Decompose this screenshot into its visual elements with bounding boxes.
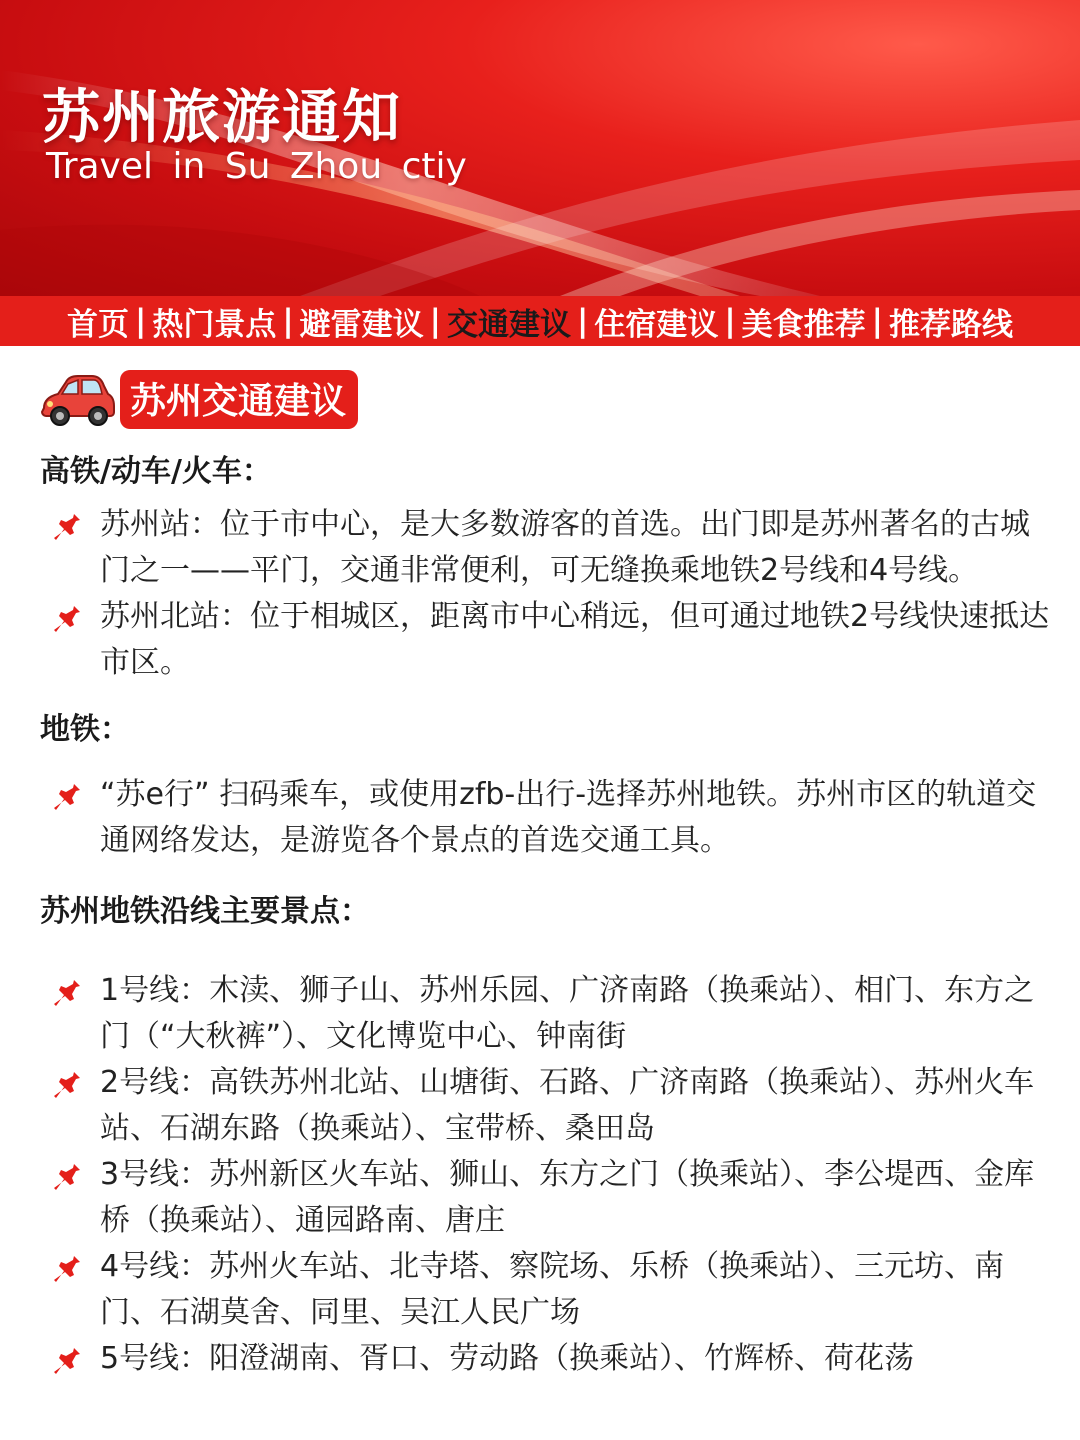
list-item	[40, 1244, 1050, 1336]
pushpin-icon	[52, 508, 82, 542]
nav-item-attractions[interactable]: 热门景点	[152, 306, 277, 343]
list-item	[40, 1336, 1050, 1382]
list-item	[40, 772, 1050, 864]
list-item-text: 3号线：苏州新区火车站、狮山、东方之门（换乘站）、李公堤西、金库桥（换乘站）、通园路南、唐庄	[100, 1157, 1035, 1238]
section-header	[38, 370, 358, 429]
page-title: 苏州旅游通知	[42, 83, 403, 151]
nav-item-home[interactable]: 首页	[67, 306, 130, 343]
list-item	[40, 1060, 1050, 1152]
top-nav	[0, 296, 1080, 346]
list-item	[40, 594, 1050, 686]
car-icon	[38, 372, 116, 428]
content-body	[40, 446, 1050, 1382]
pushpin-icon	[52, 1158, 82, 1192]
metro-lines-list	[40, 968, 1050, 1382]
section-title: 苏州交通建议	[120, 370, 358, 429]
list-item	[40, 1152, 1050, 1244]
list-item-text: 5号线：阳澄湖南、胥口、劳动路（换乘站）、竹辉桥、荷花荡	[100, 1341, 915, 1376]
page-subtitle: Travel in Su Zhou ctiy	[46, 146, 467, 187]
header-banner	[0, 0, 1080, 296]
metro-list	[40, 772, 1050, 864]
list-item-text: 4号线：苏州火车站、北寺塔、察院场、乐桥（换乘站）、三元坊、南门、石湖莫舍、同里、吴江人民广场	[100, 1249, 1005, 1330]
rail-heading: 高铁/动车/火车：	[40, 454, 272, 489]
nav-separator: |	[871, 303, 883, 339]
pushpin-icon	[52, 600, 82, 634]
list-item-text: 苏州北站：位于相城区，距离市中心稍远，但可通过地铁2号线快速抵达市区。	[100, 599, 1050, 680]
metro-heading: 地铁：	[40, 712, 130, 747]
pushpin-icon	[52, 974, 82, 1008]
nav-item-pitfalls[interactable]: 避雷建议	[299, 306, 424, 343]
pushpin-icon	[52, 1066, 82, 1100]
nav-item-lodging[interactable]: 住宿建议	[594, 306, 719, 343]
nav-separator: |	[577, 303, 589, 339]
nav-separator: |	[135, 303, 147, 339]
list-item-text: “苏e行” 扫码乘车，或使用zfb-出行-选择苏州地铁。苏州市区的轨道交通网络发达，是游览各个景点的首选交通工具。	[100, 777, 1037, 858]
list-item-text: 1号线：木渎、狮子山、苏州乐园、广济南路（换乘站）、相门、东方之门（“大秋裤”）、文化博览中心、钟南街	[100, 973, 1035, 1054]
pushpin-icon	[52, 778, 82, 812]
list-item-text: 苏州站：位于市中心，是大多数游客的首选。出门即是苏州著名的古城门之一——平门，交通非常便利，可无缝换乘地铁2号线和4号线。	[100, 507, 1030, 588]
nav-item-routes[interactable]: 推荐路线	[888, 306, 1013, 343]
nav-separator: |	[724, 303, 736, 339]
nav-item-transport[interactable]: 交通建议	[447, 306, 571, 343]
metro-lines-heading: 苏州地铁沿线主要景点：	[40, 894, 370, 929]
list-item	[40, 502, 1050, 594]
list-item-text: 2号线：高铁苏州北站、山塘街、石路、广济南路（换乘站）、苏州火车站、石湖东路（换乘站）、宝带桥、桑田岛	[100, 1065, 1035, 1146]
rail-list	[40, 502, 1050, 686]
pushpin-icon	[52, 1250, 82, 1284]
nav-separator: |	[282, 303, 294, 339]
list-item	[40, 968, 1050, 1060]
nav-separator: |	[429, 303, 441, 339]
nav-item-food[interactable]: 美食推荐	[741, 306, 866, 343]
pushpin-icon	[52, 1342, 82, 1376]
